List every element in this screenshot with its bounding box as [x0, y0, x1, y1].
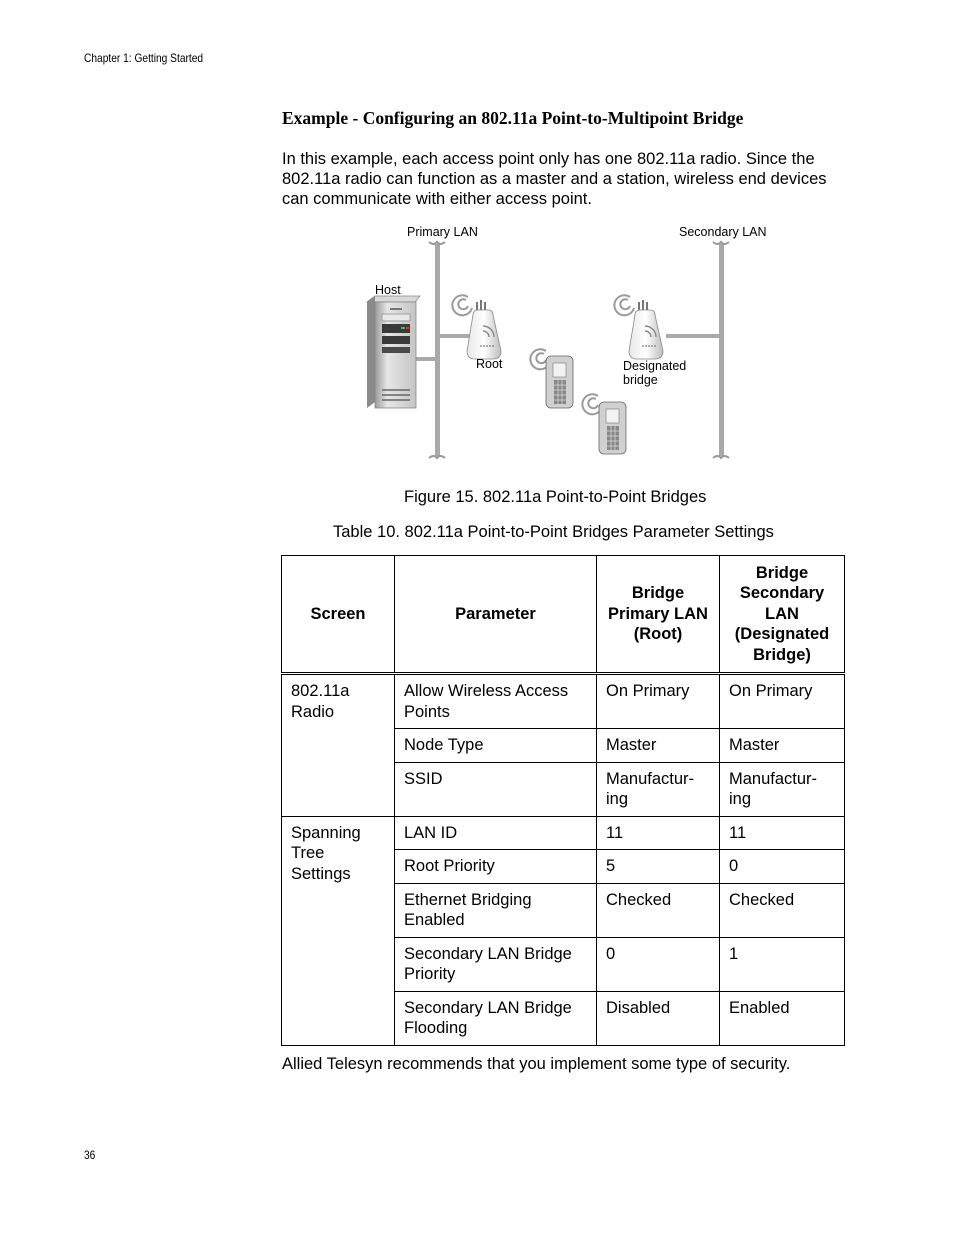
secondary-value-cell: 0 — [720, 850, 845, 884]
handheld-device-icon — [582, 394, 626, 454]
network-figure — [340, 220, 800, 470]
host-label: Host — [375, 283, 401, 297]
designated-bridge-access-point-icon — [614, 295, 663, 359]
header-screen: Screen — [282, 556, 395, 674]
parameter-cell: Allow Wireless Access Points — [395, 674, 597, 729]
screen-cell: Spanning Tree Settings — [282, 816, 395, 1045]
parameter-cell: Secondary LAN Bridge Priority — [395, 937, 597, 991]
secondary-lan-label: Secondary LAN — [679, 225, 767, 239]
primary-lan-label: Primary LAN — [407, 225, 478, 239]
parameter-table — [281, 555, 845, 1046]
secondary-value-cell: Master — [720, 729, 845, 763]
parameter-cell: SSID — [395, 762, 597, 816]
primary-value-cell: On Primary — [597, 674, 720, 729]
running-head: Chapter 1: Getting Started — [84, 51, 204, 65]
primary-value-cell: Checked — [597, 883, 720, 937]
primary-value-cell: 0 — [597, 937, 720, 991]
root-label: Root — [476, 357, 503, 371]
secondary-value-cell: 1 — [720, 937, 845, 991]
page-number: 36 — [84, 1148, 96, 1162]
secondary-value-cell: 11 — [720, 816, 845, 850]
handheld-device-icon — [530, 349, 573, 408]
designated-label: Designated — [623, 359, 687, 373]
secondary-value-cell: On Primary — [720, 674, 845, 729]
header-parameter: Parameter — [395, 556, 597, 674]
host-link — [416, 357, 437, 361]
table-header-row — [282, 556, 845, 674]
secondary-lan-bus — [713, 242, 729, 458]
table-row — [282, 674, 845, 729]
designated-link — [666, 334, 720, 338]
screen-cell: 802.11a Radio — [282, 674, 395, 817]
section-title: Example - Configuring an 802.11a Point-to-Multipoint Bridge — [282, 108, 744, 128]
figure-caption: Figure 15. 802.11a Point-to-Point Bridges — [404, 488, 707, 506]
table-row — [282, 816, 845, 850]
root-link — [440, 334, 473, 338]
primary-value-cell: 11 — [597, 816, 720, 850]
header-secondary: Bridge Secondary LAN (Designated Bridge) — [720, 556, 845, 674]
network-diagram — [340, 220, 800, 470]
parameter-cell: LAN ID — [395, 816, 597, 850]
primary-value-cell: Manufactur- ing — [597, 762, 720, 816]
primary-value-cell: Master — [597, 729, 720, 763]
header-primary: Bridge Primary LAN (Root) — [597, 556, 720, 674]
secondary-value-cell: Checked — [720, 883, 845, 937]
parameter-cell: Root Priority — [395, 850, 597, 884]
closing-paragraph: Allied Telesyn recommends that you implement some type of security. — [282, 1055, 791, 1073]
root-access-point-icon — [452, 295, 501, 359]
primary-lan-bus — [429, 242, 445, 458]
host-server-icon — [367, 296, 420, 408]
bridge-label: bridge — [623, 373, 658, 387]
primary-value-cell: Disabled — [597, 991, 720, 1045]
intro-paragraph: In this example, each access point only has one 802.11a radio. Since the 802.11a radio can function as a master and a station, wireless end devices can communicate with either access point. — [282, 150, 827, 208]
primary-value-cell: 5 — [597, 850, 720, 884]
parameter-cell: Ethernet Bridging Enabled — [395, 883, 597, 937]
table-caption: Table 10. 802.11a Point-to-Point Bridges Parameter Settings — [333, 523, 774, 541]
secondary-value-cell: Enabled — [720, 991, 845, 1045]
parameter-cell: Secondary LAN Bridge Flooding — [395, 991, 597, 1045]
secondary-value-cell: Manufactur- ing — [720, 762, 845, 816]
parameter-cell: Node Type — [395, 729, 597, 763]
